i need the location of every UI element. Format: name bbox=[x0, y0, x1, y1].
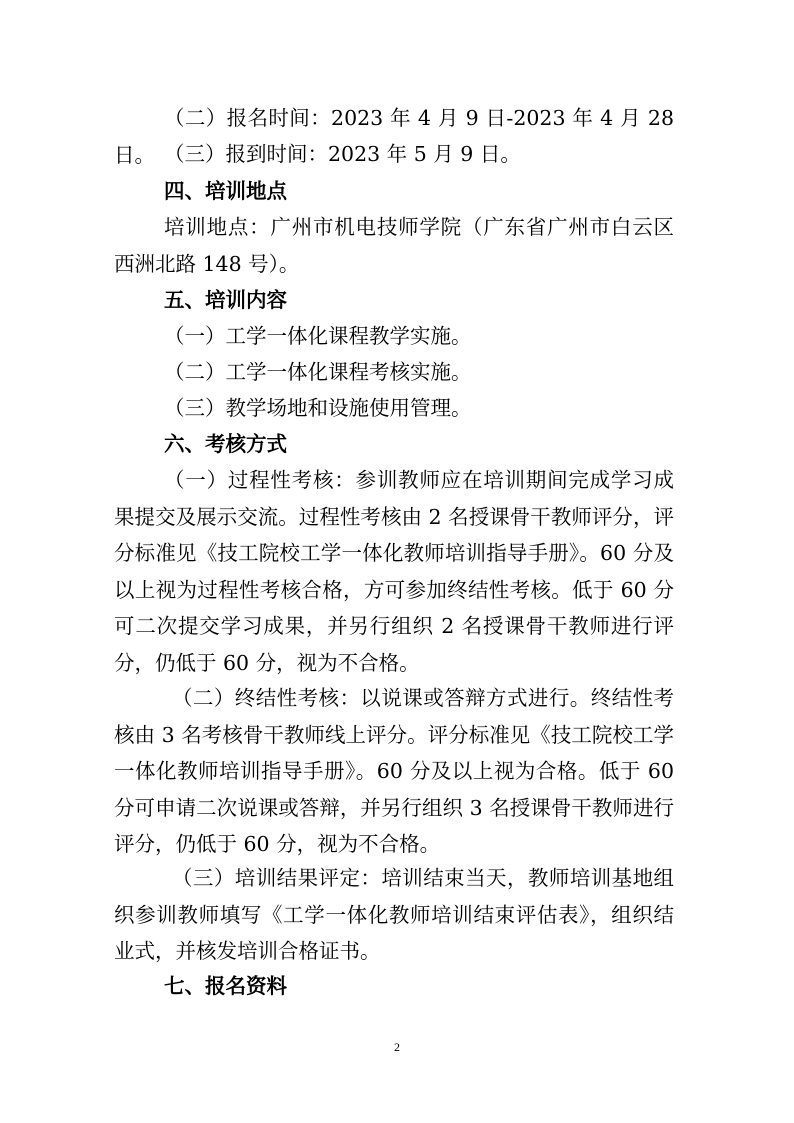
page-number: 2 bbox=[394, 1040, 400, 1054]
location-paragraph: 培训地点：广州市机电技师学院（广东省广州市白云区西洲北路 148 号）。 bbox=[114, 215, 674, 276]
content-item-1: （一）工学一体化课程教学实施。 bbox=[164, 324, 472, 348]
content-item-3: （三）教学场地和设施使用管理。 bbox=[164, 396, 472, 420]
assessment-process: （一）过程性考核：参训教师应在培训期间完成学习成果提交及展示交流。过程性考核由 2 名授课骨干教师评分，评分标准见《技工院校工学一体化教师培训指导手册》。60 分及以上视为过程性考核合格，方可参加终结性考核。低于 60 分可二次提交学习成果，并另行组织 2 名授课骨干教师进行评分，仍低于 60 分，视为不合格。 bbox=[114, 468, 674, 675]
report-time: （三）报到时间：2023 年 5 月 9 日。 bbox=[164, 142, 521, 166]
section-heading-content: 五、培训内容 bbox=[164, 288, 287, 312]
registration-time: （二）报名时间：2023 年 4 月 9 日-2023 年 4 月 28 日。 bbox=[114, 106, 674, 167]
assessment-final: （二）终结性考核：以说课或答辩方式进行。终结性考核由 3 名考核骨干教师线上评分。评分标准见《技工院校工学一体化教师培训指导手册》。60 分及以上视为合格。低于 60 分可申请二次说课或答辩，并另行组织 3 名授课骨干教师进行评分，仍低于 60 分，视为不合格。 bbox=[114, 686, 674, 856]
assessment-result: （三）培训结果评定：培训结束当天，教师培训基地组织参训教师填写《工学一体化教师培训结束评估表》，组织结业式，并核发培训合格证书。 bbox=[114, 866, 674, 963]
content-item-2: （二）工学一体化课程考核实施。 bbox=[164, 360, 472, 384]
section-heading-location: 四、培训地点 bbox=[164, 179, 287, 203]
section-heading-registration-materials: 七、报名资料 bbox=[164, 974, 287, 998]
section-heading-assessment: 六、考核方式 bbox=[164, 432, 287, 456]
